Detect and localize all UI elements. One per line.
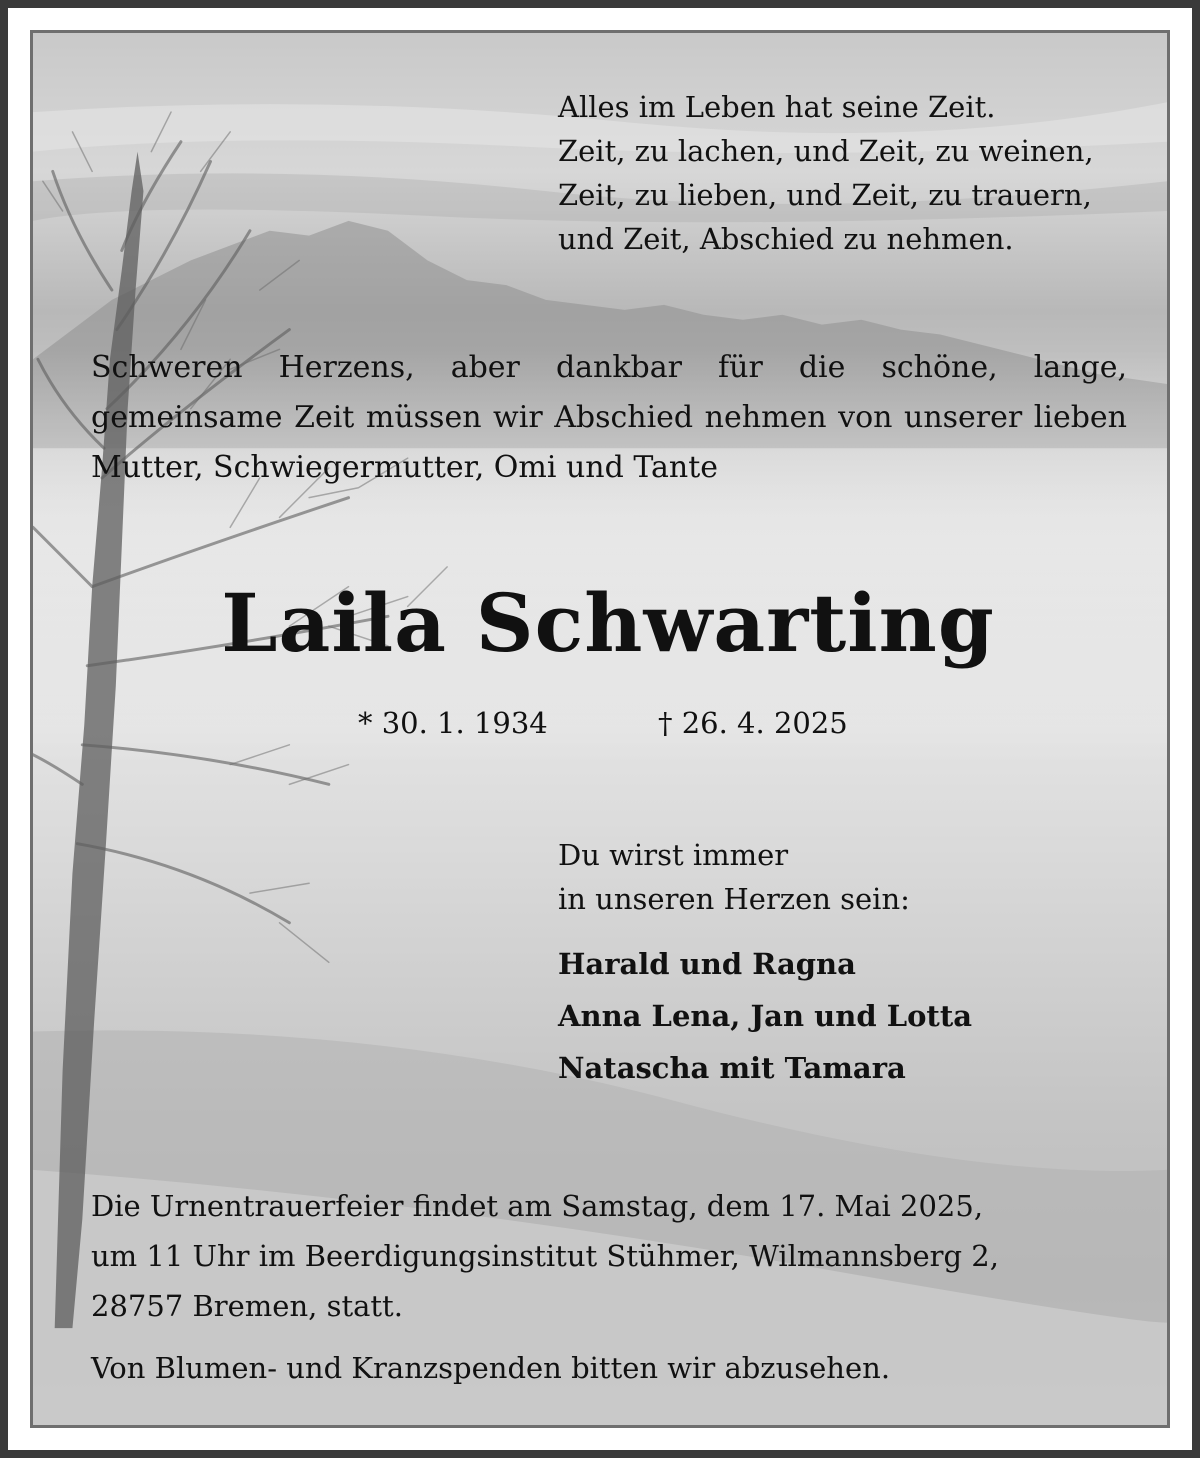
quote-line: Alles im Leben hat seine Zeit. [558,90,996,124]
flowers-note: Von Blumen- und Kranzspenden bitten wir abzusehen. [91,1351,891,1385]
mourner-entry: Natascha mit Tamara [558,1051,906,1085]
birth-date: * 30. 1. 1934 [358,706,548,740]
service-line: Die Urnentrauerfeier findet am Samstag, dem 17. Mai 2025, [91,1189,984,1223]
farewell-text [558,833,1158,921]
farewell-line: in unseren Herzen sein: [558,882,910,916]
service-line: um 11 Uhr im Beerdigungsinstitut Stühmer, Wilmannsberg 2, [91,1239,999,1273]
intro-paragraph: Schweren Herzens, aber dankbar für die schöne, lange, gemeinsame Zeit müssen wir Abschied nehmen von unserer lieben Mutter, Schwiegermutter, Omi und Tante [91,350,1127,485]
service-announcement [91,1181,1141,1331]
death-date: † 26. 4. 2025 [658,706,848,740]
quote-verse [558,85,1158,261]
obituary-card [30,30,1170,1428]
quote-line: und Zeit, Abschied zu nehmen. [558,222,1014,256]
quote-line: Zeit, zu lieben, und Zeit, zu trauern, [558,178,1092,212]
mourner-entry: Anna Lena, Jan und Lotta [558,999,973,1033]
mourner-entry: Harald und Ragna [558,947,856,981]
deceased-name: Laila Schwarting [221,576,995,670]
farewell-line: Du wirst immer [558,838,789,872]
service-line: 28757 Bremen, statt. [91,1289,403,1323]
quote-line: Zeit, zu lachen, und Zeit, zu weinen, [558,134,1094,168]
mourners-list [558,938,1158,1094]
